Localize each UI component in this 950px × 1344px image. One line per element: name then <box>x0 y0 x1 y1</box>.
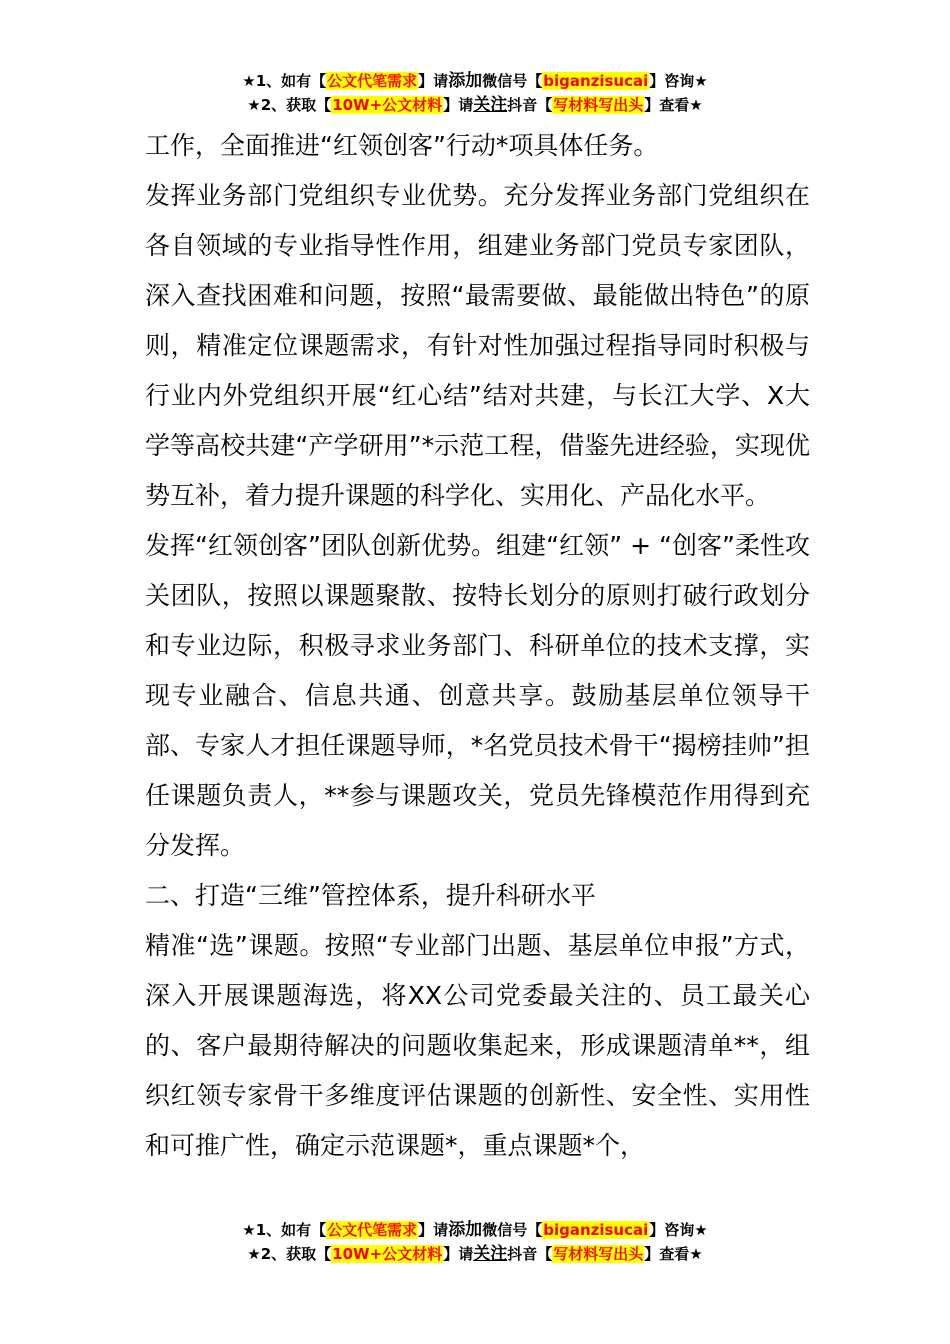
footer-banner <box>0 1218 950 1266</box>
banner-highlight: 写材料写出头 <box>553 1245 644 1263</box>
banner-highlight: 10W+公文材料 <box>332 1245 443 1263</box>
banner-line-2 <box>0 93 950 117</box>
paragraph: 发挥业务部门党组织专业优势。充分发挥业务部门党组织在各自领域的专业指导性作用，组建业务部门党员专家团队，深入查找困难和问题，按照“最需要做、最能做出特色”的原则，精准定位课题需求，有针对性加强过程指导同时积极与行业内外党组织开展“红心结”结对共建，与长江大学、X大学等高校共建“产学研用”*示范工程，借鉴先进经验，实现优势互补，着力提升课题的科学化、实用化、产品化水平。 <box>145 181 810 510</box>
banner-text: ★1、如有【 <box>242 1221 327 1239</box>
banner-text: 】请 <box>418 72 449 90</box>
banner-text: 】请 <box>443 1245 474 1263</box>
section-heading: 二、打造“三维”管控体系，提升科研水平 <box>145 881 596 910</box>
banner-text: ★2、获取【 <box>247 96 332 114</box>
banner-text: 抖音【 <box>507 1245 553 1263</box>
banner-highlight: 公文代笔需求 <box>327 72 418 90</box>
paragraph: 精准“选”课题。按照“专业部门出题、基层单位申报”方式，深入开展课题海选，将XX公司党委最关注的、员工最关心的、客户最期待解决的问题收集起来，形成课题清单**，组织红领专家骨干多维度评估课题的创新性、安全性、实用性和可推广性，确定示范课题*，重点课题*个， <box>145 931 810 1160</box>
banner-text: 】查看★ <box>644 1245 703 1263</box>
banner-highlight: 10W+公文材料 <box>332 96 443 114</box>
banner-line-1 <box>0 69 950 93</box>
banner-highlight: biganzisucai <box>543 1221 649 1239</box>
banner-text: ★2、获取【 <box>247 1245 332 1263</box>
header-banner <box>0 69 950 117</box>
banner-text: 】查看★ <box>644 96 703 114</box>
banner-text: 】咨询★ <box>649 72 708 90</box>
banner-emphasis: 关注 <box>473 95 508 115</box>
banner-line-1 <box>0 1218 950 1242</box>
banner-emphasis: 添加 <box>448 1220 483 1240</box>
paragraph: 发挥“红领创客”团队创新优势。组建“红领” + “创客”柔性攻关团队，按照以课题聚散、按特长划分的原则打破行政划分和专业边际，积极寻求业务部门、科研单位的技术支撑，实现专业融合、信息共通、创意共享。鼓励基层单位领导干部、专家人才担任课题导师，*名党员技术骨干“揭榜挂帅”担任课题负责人，**参与课题攻关，党员先锋模范作用得到充分发挥。 <box>145 531 810 860</box>
banner-text: 】请 <box>418 1221 449 1239</box>
banner-text: 微信号【 <box>482 72 543 90</box>
banner-text: 】咨询★ <box>649 1221 708 1239</box>
banner-text: 】请 <box>443 96 474 114</box>
banner-highlight: 写材料写出头 <box>553 96 644 114</box>
banner-text: 微信号【 <box>482 1221 543 1239</box>
paragraph: 工作，全面推进“红领创客”行动*项具体任务。 <box>145 131 659 160</box>
banner-emphasis: 关注 <box>473 1244 508 1264</box>
banner-text: ★1、如有【 <box>242 72 327 90</box>
banner-line-2 <box>0 1242 950 1266</box>
banner-highlight: biganzisucai <box>543 72 649 90</box>
document-body <box>145 121 810 1171</box>
banner-highlight: 公文代笔需求 <box>327 1221 418 1239</box>
banner-text: 抖音【 <box>507 96 553 114</box>
banner-emphasis: 添加 <box>448 71 483 91</box>
